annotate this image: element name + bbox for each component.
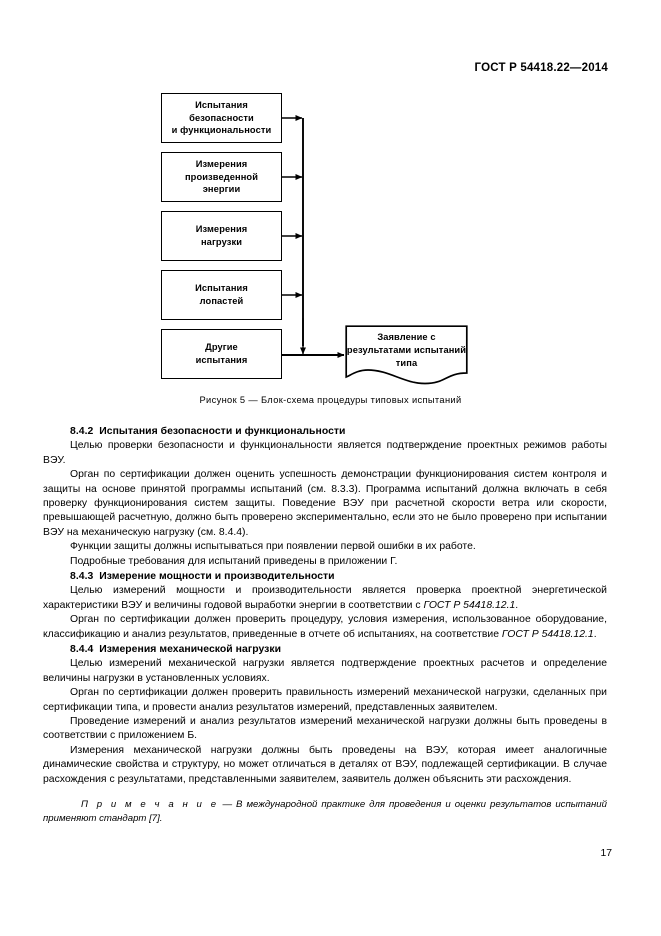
standard-reference: ГОСТ Р 54418.12.1 — [501, 628, 594, 640]
document-body — [43, 424, 607, 825]
section-number: 8.4.4 — [70, 644, 94, 656]
node-line: безопасности — [189, 112, 254, 123]
section-heading-8-4-4 — [70, 642, 607, 657]
paragraph: Целью измерений механической нагрузки является подтверждение проектных расчетов и определение величины нагрузки в установленных условиях. — [43, 658, 607, 684]
paragraph: Функции защиты должны испытываться при появлении первой ошибки в их работе. — [70, 541, 476, 553]
node-line: Измерения — [195, 158, 248, 169]
diagram-connectors — [0, 88, 661, 413]
paragraph: Проведение измерений и анализ результатов измерений механической нагрузки должны быть проведены в соответствии с приложением Б. — [43, 716, 607, 742]
paragraph — [43, 584, 607, 613]
node-line: лопастей — [199, 296, 244, 306]
note-dash: — — [218, 799, 237, 811]
page-number: 17 — [600, 848, 612, 859]
node-line: Испытания — [195, 99, 248, 110]
diagram-node-safety-functionality-tests — [161, 93, 282, 143]
section-heading-8-4-3 — [70, 569, 607, 584]
paragraph-text: Орган по сертификации должен проверить процедуру, условия измерения, использованное оборудование, классификацию и анализ результатов, приведенные в отчете об испытаниях, на соответствие ГОСТ Р 54418.12.1. — [43, 614, 607, 640]
node-line: Измерения — [195, 224, 248, 235]
diagram-canvas — [0, 88, 661, 413]
section-title: Измерения механической нагрузки — [99, 644, 282, 656]
diagram-node-type-test-results-statement — [345, 325, 468, 385]
paragraph: Орган по сертификации должен оценить успешность демонстрации функционирования систем контроля и защиты на основе принятой программы испытаний (см. 8.3.3). Программа испытаний должна включать в себя проверку функционирования систем защиты. Поведение ВЭУ при расчетной скорости ветра или скорости, превышающей расчетную, должно быть проверено экспериментально, если это не было проверено при испытании ВЭУ на механическую нагрузку (см. 8.4.4). — [43, 469, 607, 538]
node-line: Другие — [205, 342, 238, 353]
section-title: Испытания безопасности и функциональности — [99, 426, 346, 437]
paragraph: Орган по сертификации должен проверить правильность измерений механической нагрузки, сделанных при сертификации типа, и провести анализ результатов измерений, представленных заявителем. — [43, 687, 607, 713]
paragraph — [43, 613, 607, 642]
figure-caption: Рисунок 5 — Блок-схема процедуры типовых испытаний — [199, 395, 462, 405]
note-text: В международной практике для проведения и оценки результатов испытаний применяют стандарт [7]. — [43, 799, 607, 824]
section-title: Измерение мощности и производительности — [99, 571, 335, 583]
node-line: произведенной энергии — [184, 171, 259, 195]
diagram-node-other-tests — [161, 329, 282, 379]
node-line: испытаний типа — [395, 344, 467, 368]
node-line: нагрузки — [200, 237, 243, 247]
node-line: испытания — [195, 355, 248, 365]
figure-block-diagram — [0, 88, 661, 413]
page-header-standard-number: ГОСТ Р 54418.22—2014 — [474, 62, 608, 74]
note-label: П р и м е ч а н и е — [81, 799, 219, 811]
diagram-node-produced-energy-measurements — [161, 152, 282, 202]
section-number: 8.4.2 — [70, 426, 94, 437]
paragraph: Измерения механической нагрузки должны быть проведены на ВЭУ, которая имеет аналогичные динамические свойства и структуру, но может отличаться в деталях от ВЭУ, подлежащей сертификации. В случае расхождения с результатами, представленными заявителем, заявитель должен объяснить эти расхождения. — [43, 744, 607, 785]
node-line: Испытания — [195, 283, 248, 294]
node-line: с результатами — [346, 332, 436, 355]
standard-reference: ГОСТ Р 54418.12.1 — [423, 599, 516, 611]
paragraph: Целью проверки безопасности и функциональности является подтверждение проектных режимов работы ВЭУ. — [43, 440, 607, 466]
node-line: и функциональности — [171, 125, 272, 136]
paragraph-text: Целью измерений мощности и производительности является проверка проектной энергетической характеристики ВЭУ и величины годовой выработки энергии в соответствии с ГОСТ Р 54418.12.1. — [43, 585, 607, 611]
section-number: 8.4.3 — [70, 571, 94, 583]
diagram-node-load-measurements — [161, 211, 282, 261]
diagram-node-blade-tests — [161, 270, 282, 320]
node-line: Заявление — [377, 332, 428, 342]
section-heading-8-4-2 — [70, 424, 607, 439]
note-paragraph — [43, 798, 607, 825]
paragraph: Подробные требования для испытаний приведены в приложении Г. — [70, 555, 398, 567]
